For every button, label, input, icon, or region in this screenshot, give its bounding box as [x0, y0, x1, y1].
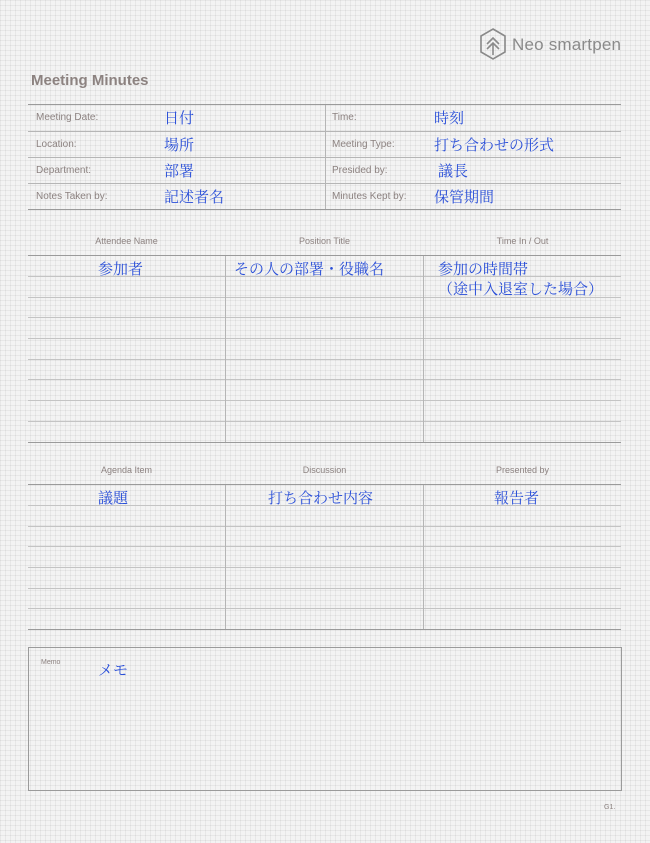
presented-by-header: Presented by	[495, 465, 550, 475]
page-number: G1.	[604, 804, 616, 811]
location-value[interactable]: 場所	[164, 136, 195, 154]
location-label: Location:	[36, 139, 77, 150]
neo-smartpen-logo-icon	[480, 28, 506, 60]
department-label: Department:	[36, 165, 92, 176]
brand-logo	[480, 28, 630, 62]
discussion-header: Discussion	[302, 465, 347, 475]
row-line	[28, 359, 621, 360]
presented-by-note[interactable]: 報告者	[494, 489, 540, 507]
department-value[interactable]: 部署	[164, 162, 195, 180]
column-divider	[423, 256, 424, 442]
time-in-out-note-detail[interactable]: （途中入退室した場合）	[438, 280, 604, 298]
notes-taken-by-label: Notes Taken by:	[36, 191, 108, 202]
row-line	[28, 338, 621, 339]
presided-by-value[interactable]: 議長	[438, 162, 469, 180]
memo-label: Memo	[41, 659, 61, 666]
row-line	[28, 379, 621, 380]
minutes-kept-by-label: Minutes Kept by:	[332, 191, 407, 202]
brand-name: Neo smartpen	[512, 35, 622, 54]
row-line	[28, 400, 621, 401]
memo-box[interactable]	[28, 647, 622, 791]
agenda-grid	[28, 484, 621, 630]
row-line	[28, 608, 621, 609]
meeting-type-label: Meeting Type:	[332, 139, 395, 150]
time-in-out-header: Time In / Out	[496, 236, 549, 246]
attendee-name-note[interactable]: 参加者	[98, 260, 144, 278]
attendee-name-header: Attendee Name	[95, 236, 158, 246]
row-line	[28, 421, 621, 422]
agenda-table	[28, 465, 621, 631]
memo-note[interactable]: メモ	[98, 661, 129, 679]
meeting-date-label: Meeting Date:	[36, 112, 99, 123]
row-line	[28, 526, 621, 527]
meeting-info-table	[28, 104, 621, 210]
position-title-header: Position Title	[298, 236, 351, 246]
notes-taken-by-value[interactable]: 記述者名	[164, 188, 225, 206]
row-line	[28, 546, 621, 547]
agenda-item-header: Agenda Item	[100, 465, 153, 475]
row-line	[28, 567, 621, 568]
attendees-grid	[28, 255, 621, 443]
time-in-out-note[interactable]: 参加の時間帯	[438, 260, 529, 278]
column-divider	[225, 256, 226, 442]
time-value[interactable]: 時刻	[434, 109, 465, 127]
column-divider	[423, 485, 424, 629]
info-row	[28, 183, 621, 210]
column-divider	[225, 485, 226, 629]
time-label: Time:	[332, 112, 357, 123]
presided-by-label: Presided by:	[332, 165, 388, 176]
row-line	[28, 317, 621, 318]
meeting-date-value[interactable]: 日付	[164, 109, 195, 127]
info-row	[28, 157, 621, 184]
minutes-kept-by-value[interactable]: 保管期間	[434, 188, 495, 206]
attendees-table	[28, 236, 621, 444]
position-title-note[interactable]: その人の部署・役職名	[234, 260, 385, 278]
info-row	[28, 105, 621, 131]
info-row	[28, 131, 621, 158]
row-line	[28, 588, 621, 589]
meeting-type-value[interactable]: 打ち合わせの形式	[434, 136, 555, 154]
page-title: Meeting Minutes	[31, 72, 149, 89]
discussion-note[interactable]: 打ち合わせ内容	[268, 489, 374, 507]
agenda-item-note[interactable]: 議題	[98, 489, 129, 507]
